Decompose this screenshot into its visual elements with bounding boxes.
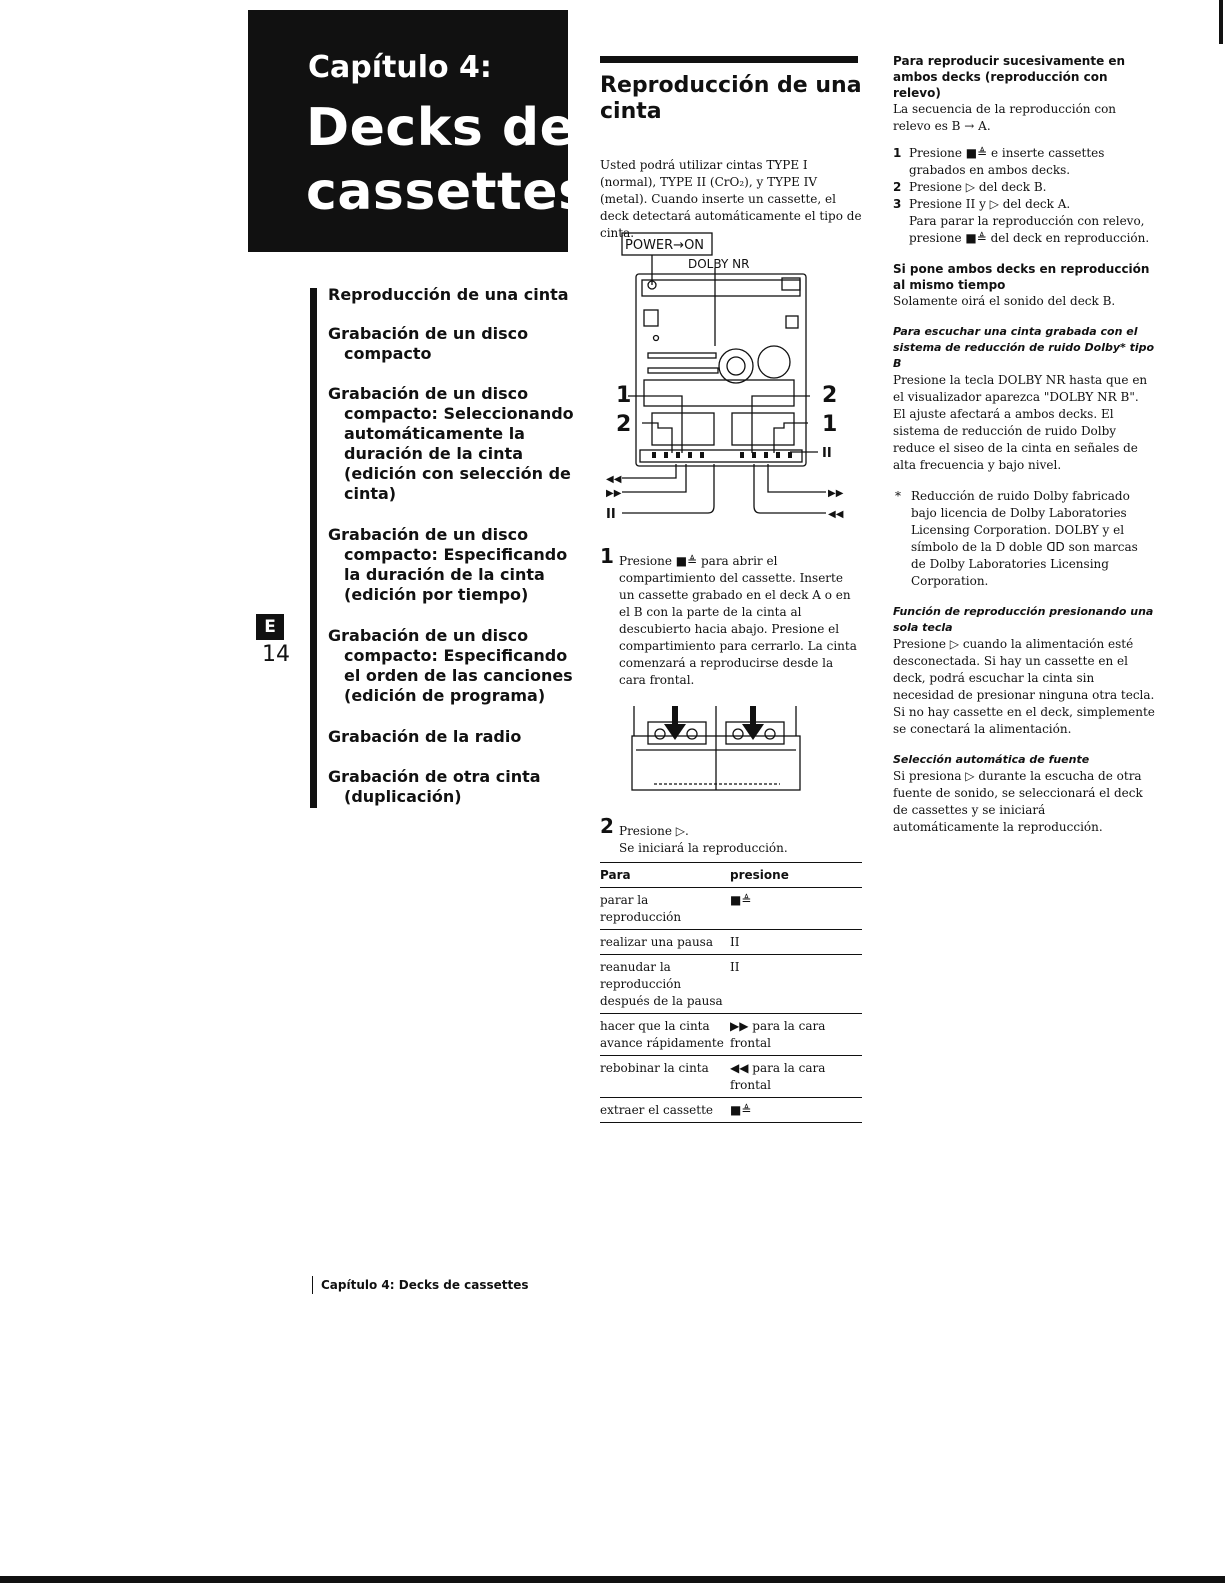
step-2-number: 2: [600, 814, 614, 838]
list-item-number: 2: [893, 180, 902, 194]
one-touch-heading: Función de reproducción presionando una sola tecla: [893, 605, 1154, 634]
callout-left-rewind: ◀◀: [606, 474, 622, 485]
callout-right-1: 1: [822, 412, 838, 437]
list-item: [893, 179, 1155, 196]
list-item-number: 3: [893, 197, 902, 211]
list-item-text: Presione ▷ del deck B.: [909, 180, 1047, 194]
section-rule: [600, 56, 858, 63]
table-cell: reanudar la reproducción después de la pausa: [600, 955, 730, 1014]
step-2-line1: Presione ▷.: [619, 824, 689, 838]
step-1-text: Presione ■≜ para abrir el compartimiento del cassette. Inserte un cassette grabado en el deck A o en el B con la parte de la cinta al descubierto hacia abajo. Presione el compartimiento para cerrarlo. La cinta comenzará a reproducirse desde la cara frontal.: [619, 554, 857, 687]
callout-left-1: 1: [616, 383, 632, 408]
table-cell: ▶▶ para la cara frontal: [730, 1014, 862, 1056]
running-footer: Capítulo 4: Decks de cassettes: [312, 1276, 529, 1294]
table-row: [600, 930, 862, 955]
table-row: [600, 888, 862, 930]
callout-left-pause: II: [606, 507, 616, 522]
toc-item-text-cont: compacto: Especificando el orden de las canciones (edición de programa): [344, 646, 573, 705]
toc-item[interactable]: [328, 285, 578, 305]
dolby-footnote: [893, 488, 1155, 590]
list-item: [893, 213, 1155, 247]
section-intro: Usted podrá utilizar cintas TYPE I (normal), TYPE II (CrO₂), y TYPE IV (metal). Cuando inserte un cassette, el deck detectará automáticamente el tipo de cinta.: [600, 158, 862, 240]
table-header: Para: [600, 863, 730, 888]
table-cell: II: [730, 955, 862, 1014]
table-cell: hacer que la cinta avance rápidamente: [600, 1014, 730, 1056]
cassette-insert-figure: [630, 704, 802, 794]
table-row: [600, 1014, 862, 1056]
relay-steps-list: [893, 145, 1155, 247]
toc-item-text: Grabación de otra cinta: [328, 767, 541, 786]
table-cell: ◀◀ para la cara frontal: [730, 1056, 862, 1098]
chapter-header-box: [248, 10, 590, 252]
one-touch-text: Presione ▷ cuando la alimentación esté desconectada. Si hay un cassette en el deck, podrá escuchar la cinta sin necesidad de presionar ninguna otra tecla. Si no hay cassette en el deck, simplemente se conectará la alimentación.: [893, 637, 1155, 736]
chapter-title-line1: Decks de: [306, 98, 576, 158]
both-decks-heading: Si pone ambos decks en reproducción al mismo tiempo: [893, 262, 1150, 292]
toc-item[interactable]: [328, 727, 578, 747]
toc-item[interactable]: [328, 525, 578, 605]
toc-item-text: Grabación de un disco: [328, 384, 529, 403]
list-item: [893, 145, 1155, 179]
table-cell: ■≜: [730, 888, 862, 930]
auto-source-text: Si presiona ▷ durante la escucha de otra fuente de sonido, se seleccionará el deck de cassettes y se iniciará automáticamente la reproducción.: [893, 769, 1143, 834]
toc-item-text: Grabación de un disco: [328, 626, 529, 645]
table-cell: ■≜: [730, 1098, 862, 1123]
relay-stop-text: Para parar la reproducción con relevo, presione ■≜ del deck en reproducción.: [909, 214, 1150, 245]
toc-item-text: Grabación de un disco: [328, 525, 529, 544]
list-item-number: 1: [893, 146, 902, 160]
stereo-front-panel-figure: [600, 228, 862, 528]
step-1-number: 1: [600, 544, 614, 568]
list-item-text: Presione ■≜ e inserte cassettes grabados en ambos decks.: [909, 146, 1105, 177]
list-item: [893, 196, 1155, 213]
callout-left-forward: ▶▶: [606, 488, 622, 499]
table-row: [600, 955, 862, 1014]
callout-right-rewind: ◀◀: [828, 509, 844, 520]
callout-right-2: 2: [822, 383, 838, 408]
toc-item-text-cont: (duplicación): [344, 787, 462, 806]
callout-left-2: 2: [616, 412, 632, 437]
toc-item-text-cont: compacto: [344, 344, 432, 363]
table-cell: parar la reproducción: [600, 888, 730, 930]
section-title: Reproducción de una cinta: [600, 73, 862, 124]
list-item-text: Presione II y ▷ del deck A.: [909, 197, 1071, 211]
auto-source-heading: Selección automática de fuente: [893, 753, 1090, 766]
toc-item[interactable]: [328, 384, 578, 504]
both-decks-text: Solamente oirá el sonido del deck B.: [893, 294, 1116, 308]
relay-heading: Para reproducir sucesivamente en ambos decks (reproducción con relevo): [893, 54, 1126, 100]
dolby-nr-label: DOLBY NR: [688, 257, 750, 271]
toc-item-text: Grabación de un disco: [328, 324, 529, 343]
table-cell: extraer el cassette: [600, 1098, 730, 1123]
insert-arrows: [664, 706, 764, 740]
footnote-text: Reducción de ruido Dolby fabricado bajo licencia de Dolby Laboratories Licensing Corporation. DOLBY y el símbolo de la D doble ᗡᗞ son marcas de Dolby Laboratories Licensing Corporation.: [911, 489, 1138, 588]
toc-item-text: Reproducción de una cinta: [328, 285, 569, 304]
top-edge-mark: [1219, 0, 1223, 44]
relay-intro: La secuencia de la reproducción con relevo es B → A.: [893, 102, 1117, 133]
toc-item[interactable]: [328, 324, 578, 364]
toc-item-text: Grabación de la radio: [328, 727, 522, 746]
step-2-line2: Se iniciará la reproducción.: [619, 841, 788, 855]
chapter-contents-list: [310, 285, 574, 808]
table-cell: II: [730, 930, 862, 955]
bottom-edge-bar: [0, 1576, 1225, 1583]
callout-right-forward: ▶▶: [828, 488, 844, 499]
table-cell: realizar una pausa: [600, 930, 730, 955]
toc-item[interactable]: [328, 767, 578, 807]
operation-table: [600, 862, 862, 1123]
table-row: [600, 1056, 862, 1098]
dolby-text: Presione la tecla DOLBY NR hasta que en el visualizador aparezca "DOLBY NR B". El ajuste afectará a ambos decks. El sistema de reducción de ruido Dolby reduce el siseo de la cinta en señales de alta frecuencia y bajo nivel.: [893, 373, 1148, 472]
language-badge: E: [256, 614, 284, 640]
right-column: [893, 53, 1155, 836]
callout-right-pause: II: [822, 446, 832, 461]
chapter-title: [306, 96, 590, 224]
table-header-row: [600, 863, 862, 888]
chapter-label: Capítulo 4:: [308, 50, 492, 85]
toc-item-text-cont: compacto: Seleccionando automáticamente la duración de la cinta (edición con selección de cinta): [344, 404, 574, 503]
page-number: 14: [262, 642, 290, 667]
table-header: presione: [730, 863, 862, 888]
table-cell: rebobinar la cinta: [600, 1056, 730, 1098]
power-on-label: POWER→ON: [625, 238, 705, 253]
chapter-title-line2: cassettes: [306, 162, 590, 222]
footnote-mark: *: [895, 489, 901, 503]
toc-item-text-cont: compacto: Especificando la duración de la cinta (edición por tiempo): [344, 545, 568, 604]
toc-item[interactable]: [328, 626, 578, 706]
step-2-text: [619, 823, 859, 857]
middle-column: [600, 56, 862, 242]
table-row: [600, 1098, 862, 1123]
dolby-heading: Para escuchar una cinta grabada con el sistema de reducción de ruido Dolby* tipo B: [893, 325, 1155, 370]
